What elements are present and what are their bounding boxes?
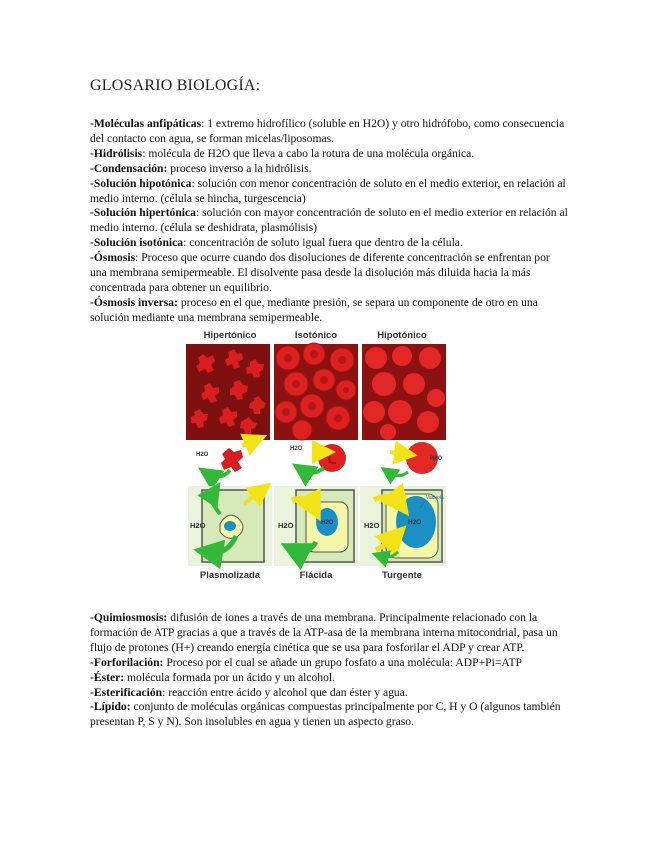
entry-term: -Solución hipotónica bbox=[90, 176, 192, 190]
glossary-entry bbox=[90, 611, 568, 656]
rbc-shrinking bbox=[196, 440, 256, 477]
h2o-label: H2O bbox=[321, 520, 334, 526]
entry-def: difusión de iones a través de una membrana. Principalmente relacionado con la formación de ATP gracias a que a través de la ATP-asa de la membrana interna mitocondrial, pasa un flujo de protones (H+) creando energía cinética que se usa para fosforilar el ADP y crear ATP. bbox=[90, 611, 558, 654]
glossary-entry bbox=[90, 251, 568, 296]
glossary-entry bbox=[90, 162, 568, 177]
glossary-entry bbox=[90, 671, 568, 686]
glossary-entry bbox=[90, 236, 568, 251]
entry-term: -Éster: bbox=[90, 670, 125, 684]
entry-sep: : bbox=[135, 251, 142, 265]
glossary-top bbox=[90, 117, 568, 326]
entry-sep: : bbox=[162, 685, 169, 699]
entry-def: concentración de soluto igual fuera que dentro de la célula. bbox=[189, 236, 463, 250]
entry-term: -Moléculas anfipáticas bbox=[90, 117, 202, 130]
cell-label-plasmolizada: Plasmolizada bbox=[199, 570, 261, 581]
entry-def: proceso inverso a la hidrólisis. bbox=[170, 161, 312, 175]
rbc-micrograph-hypertonic bbox=[186, 344, 270, 440]
entry-term: -Solución isotónica bbox=[90, 236, 184, 250]
cell-label-flacida: Flácida bbox=[299, 570, 333, 581]
entry-def: Proceso que ocurre cuando dos disoluciones de diferente concentración se enfrentan por una membrana semipermeable. El disolvente pasa desde la disolución más diluida hacia la más concentrada para obtener un equilibrio. bbox=[90, 251, 550, 294]
cell-label-turgente: Turgente bbox=[382, 570, 422, 581]
h2o-label: H2O bbox=[364, 521, 380, 530]
entry-def: Proceso por el cual se añade un grupo fosfato a una molécula: ADP+Pi=ATP bbox=[166, 655, 522, 669]
entry-sep: : bbox=[195, 206, 203, 220]
glossary-entry bbox=[90, 700, 568, 730]
plant-cell-flaccid bbox=[274, 486, 358, 566]
osmosis-diagram bbox=[184, 328, 448, 584]
entry-def: solución con mayor concentración de soluto en el medio exterior en relación al medio interno. (célula se deshidrata, plasmólisis) bbox=[90, 206, 568, 235]
entry-def: conjunto de moléculas orgánicas compuestas principalmente por C, H y O (algunos también presentan P, S y N). Son insolubles en agua y tienen un aspecto graso. bbox=[90, 700, 561, 729]
vacuole-label: Vacuola bbox=[426, 495, 444, 501]
glossary-entry bbox=[90, 656, 568, 671]
rbc-micrograph-hypotonic bbox=[362, 344, 446, 440]
entry-term: -Esterificación bbox=[90, 685, 163, 699]
h2o-label: H2O bbox=[430, 456, 443, 462]
glossary-entry bbox=[90, 296, 568, 326]
h2o-label: H2O bbox=[408, 519, 422, 526]
rbc-micrograph-isotonic bbox=[274, 343, 358, 440]
entry-sep: : bbox=[142, 146, 149, 160]
h2o-label: H2O bbox=[190, 521, 206, 530]
entry-term: -Lípido: bbox=[90, 700, 131, 714]
entry-def: proceso en el que, mediante presión, se separa un componente de otro en una solución mediante una membrana semipermeable. bbox=[90, 295, 538, 324]
page-title: GLOSARIO BIOLOGÍA: bbox=[90, 77, 261, 94]
h2o-label: H2O bbox=[278, 521, 294, 530]
entry-sep: : bbox=[183, 236, 190, 250]
entry-def: 1 extremo hidrofílico (soluble en H2O) y otro hidrófobo, como consecuencia del contacto con agua, se forman micelas/liposomas. bbox=[90, 117, 565, 145]
entry-def: solución con menor concentración de soluto en el medio exterior, en relación al medio interno. (célula se hincha, turgescencia) bbox=[90, 176, 566, 205]
glossary-entry bbox=[90, 117, 568, 147]
entry-term: -Quimiosmosis: bbox=[90, 611, 168, 624]
glossary-entry bbox=[90, 147, 568, 162]
col-title-hipotonico: Hipotónico bbox=[377, 330, 427, 341]
entry-term: -Ósmosis bbox=[90, 251, 136, 265]
glossary-entry bbox=[90, 206, 568, 236]
entry-term: -Forforilación: bbox=[90, 655, 164, 669]
entry-sep: : bbox=[191, 176, 198, 190]
glossary-entry bbox=[90, 686, 568, 701]
entry-term: -Ósmosis inversa: bbox=[90, 295, 178, 309]
rbc-swelling bbox=[388, 442, 443, 476]
entry-def: reacción entre ácido y alcohol que dan éster y agua. bbox=[168, 685, 408, 699]
entry-term: -Solución hipertónica bbox=[90, 206, 196, 220]
osmosis-figure bbox=[184, 328, 448, 584]
entry-term: -Condensación: bbox=[90, 161, 168, 175]
glossary-bottom bbox=[90, 611, 568, 730]
entry-term: -Hidrólisis bbox=[90, 146, 143, 160]
glossary-entry bbox=[90, 177, 568, 207]
plant-cell-turgid bbox=[360, 486, 446, 566]
plant-cell-plasmolized bbox=[188, 486, 272, 566]
entry-def: molécula formada por un ácido y un alcohol. bbox=[127, 670, 336, 684]
h2o-label: H2O bbox=[290, 446, 303, 452]
h2o-label: H2O bbox=[196, 452, 209, 458]
col-title-hipertonico: Hipertónico bbox=[203, 330, 257, 341]
rbc-normal bbox=[290, 444, 346, 473]
entry-def: molécula de H2O que lleva a cabo la rotura de una molécula orgánica. bbox=[148, 146, 475, 160]
col-title-isotonico: Isotónico bbox=[294, 330, 338, 341]
entry-sep: : bbox=[201, 117, 208, 130]
